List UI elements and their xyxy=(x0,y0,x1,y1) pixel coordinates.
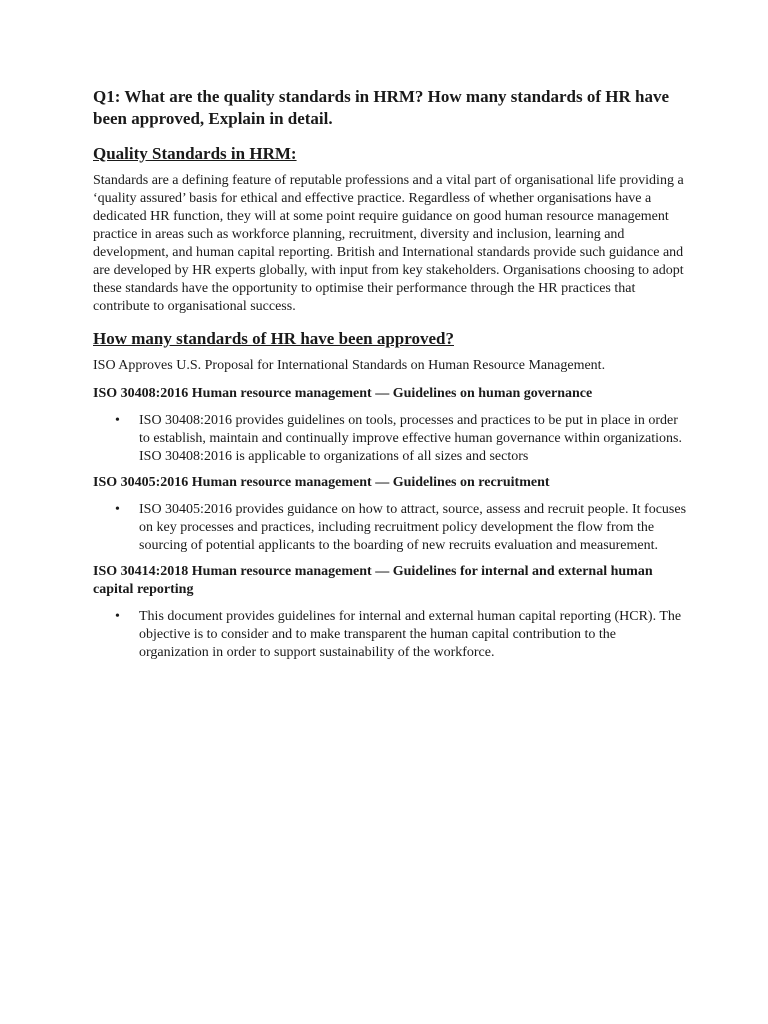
standard-item-30408 xyxy=(93,385,688,466)
standard-description: ISO 30405:2016 provides guidance on how to attract, source, assess and recruit people. It focuses on key processes and practices, including recruitment policy development the flow from the sourcing of potential applicants to the boarding of new recruits evaluation and measurement. xyxy=(139,502,687,553)
bullet-icon: • xyxy=(115,609,120,624)
approved-standards-intro: ISO Approves U.S. Proposal for International Standards on Human Resource Management. xyxy=(93,358,606,373)
list-item xyxy=(93,501,688,555)
list-item xyxy=(93,608,688,662)
section-heading-approved-standards: How many standards of HR have been approved? xyxy=(93,329,454,348)
section-heading-quality-standards: Quality Standards in HRM: xyxy=(93,144,297,163)
standard-description: ISO 30408:2016 provides guidelines on tools, processes and practices to be put in place in order to establish, maintain and continually improve effective human governance within organizations. ISO 30408:2016 is applicable to organizations of all sizes and sectors xyxy=(139,413,682,464)
standard-description: This document provides guidelines for internal and external human capital reporting (HCR). The objective is to consider and to make transparent the human capital contribution to the organization in order to support sustainability of the workforce. xyxy=(139,609,682,660)
quality-standards-paragraph: Standards are a defining feature of reputable professions and a vital part of organisational life providing a ‘quality assured’ basis for ethical and effective practice. Regardless of whether organisations have a dedicated HR function, they will at some point require guidance on good human resource management practice in areas such as workforce planning, recruitment, diversity and inclusion, learning and development, and human capital reporting. British and International standards provide such guidance and are developed by HR experts globally, with input from key stakeholders. Organisations choosing to adopt these standards have the opportunity to optimise their performance through the HR practices that contribute to organisational success. xyxy=(93,173,684,314)
question-title: Q1: What are the quality standards in HRM? How many standards of HR have been approved, Explain in detail. xyxy=(93,87,670,128)
standard-title: ISO 30414:2018 Human resource management — Guidelines for internal and external human capital reporting xyxy=(93,564,653,597)
standard-bullet-list xyxy=(93,608,688,662)
standard-bullet-list xyxy=(93,412,688,466)
standard-title: ISO 30405:2016 Human resource management — Guidelines on recruitment xyxy=(93,475,550,490)
standard-item-30414 xyxy=(93,563,688,662)
standard-item-30405 xyxy=(93,474,688,555)
list-item xyxy=(93,412,688,466)
standard-title: ISO 30408:2016 Human resource management — Guidelines on human governance xyxy=(93,386,593,401)
standard-bullet-list xyxy=(93,501,688,555)
bullet-icon: • xyxy=(115,413,120,428)
bullet-icon: • xyxy=(115,502,120,517)
